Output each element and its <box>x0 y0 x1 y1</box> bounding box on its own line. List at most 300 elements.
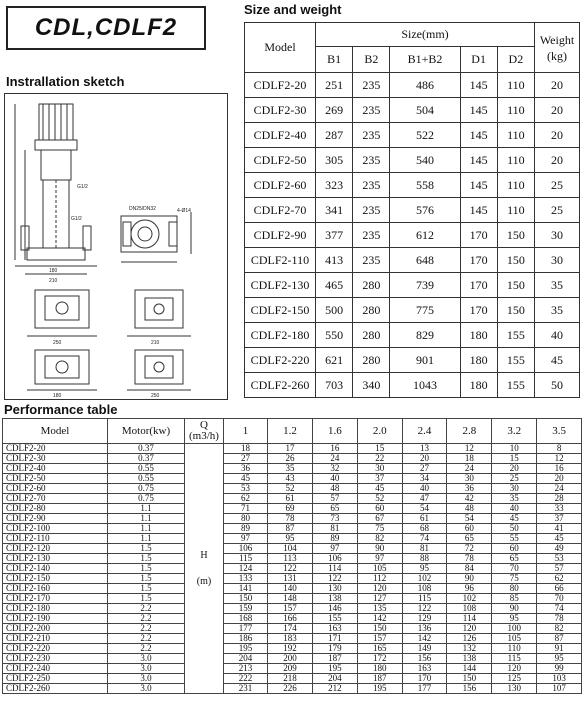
size-model-cell: CDLF2-180 <box>245 323 316 348</box>
flow-header-2: 1.6 <box>312 419 357 444</box>
perf-head-cell: 81 <box>402 544 447 554</box>
page-title-box <box>6 6 206 50</box>
perf-head-cell: 107 <box>537 684 582 694</box>
perf-head-cell: 40 <box>402 484 447 494</box>
perf-head-cell: 82 <box>537 624 582 634</box>
perf-head-cell: 180 <box>357 664 402 674</box>
size-value-cell: 558 <box>390 173 460 198</box>
perf-head-cell: 45 <box>492 514 537 524</box>
perf-head-cell: 45 <box>357 484 402 494</box>
flow-header-5: 2.8 <box>447 419 492 444</box>
perf-head-cell: 27 <box>224 454 268 464</box>
size-col-header: D2 <box>497 47 534 73</box>
size-col-header: B1 <box>316 47 353 73</box>
perf-head-cell: 18 <box>224 444 268 454</box>
size-value-cell: 145 <box>460 98 497 123</box>
perf-model-cell: CDLF2-120 <box>3 544 108 554</box>
perf-head-cell: 135 <box>357 604 402 614</box>
perf-head-cell: 172 <box>357 654 402 664</box>
perf-head-cell: 69 <box>268 504 313 514</box>
size-value-cell: 305 <box>316 148 353 173</box>
perf-head-cell: 50 <box>492 524 537 534</box>
perf-table-row <box>3 624 582 634</box>
perf-model-cell: CDLF2-200 <box>3 624 108 634</box>
perf-head-cell: 142 <box>357 614 402 624</box>
size-model-cell: CDLF2-20 <box>245 73 316 98</box>
size-weight-heading: Size and weight <box>244 2 342 17</box>
size-value-cell: 30 <box>535 223 580 248</box>
perf-head-cell: 95 <box>537 654 582 664</box>
perf-head-cell: 78 <box>268 514 313 524</box>
perf-table-row <box>3 444 582 454</box>
perf-head-cell: 20 <box>537 474 582 484</box>
perf-head-cell: 170 <box>402 674 447 684</box>
size-value-cell: 110 <box>497 173 534 198</box>
size-table-row <box>245 348 580 373</box>
perf-head-cell: 115 <box>492 654 537 664</box>
perf-motor-cell: 2.2 <box>108 624 185 634</box>
perf-head-cell: 90 <box>447 574 492 584</box>
perf-head-cell: 138 <box>312 594 357 604</box>
sketch-dim-5: 180 <box>53 393 62 399</box>
perf-head-cell: 33 <box>537 504 582 514</box>
size-value-cell: 323 <box>316 173 353 198</box>
size-value-cell: 235 <box>353 148 390 173</box>
perf-table-row <box>3 524 582 534</box>
perf-head-cell: 114 <box>312 564 357 574</box>
perf-model-cell: CDLF2-260 <box>3 684 108 694</box>
perf-head-cell: 91 <box>537 644 582 654</box>
perf-head-cell: 97 <box>224 534 268 544</box>
size-value-cell: 287 <box>316 123 353 148</box>
size-value-cell: 550 <box>316 323 353 348</box>
perf-table-row <box>3 554 582 564</box>
perf-motor-cell: 1.5 <box>108 594 185 604</box>
size-value-cell: 45 <box>535 348 580 373</box>
size-model-header: Model <box>245 23 316 73</box>
perf-head-cell: 115 <box>224 554 268 564</box>
perf-table-row <box>3 484 582 494</box>
perf-head-cell: 17 <box>268 444 313 454</box>
perf-motor-cell: 2.2 <box>108 634 185 644</box>
inlet-circle <box>131 220 159 248</box>
perf-head-cell: 141 <box>224 584 268 594</box>
perf-head-cell: 125 <box>492 674 537 684</box>
perf-head-cell: 120 <box>492 664 537 674</box>
perf-motor-cell: 1.5 <box>108 544 185 554</box>
perf-head-cell: 65 <box>447 534 492 544</box>
perf-head-cell: 104 <box>268 544 313 554</box>
sketch-label-d: 4-Ø14 <box>177 208 191 214</box>
perf-motor-cell: 2.2 <box>108 614 185 624</box>
perf-head-cell: 54 <box>447 514 492 524</box>
size-value-cell: 341 <box>316 198 353 223</box>
perf-head-cell: 60 <box>357 504 402 514</box>
perf-head-cell: 218 <box>268 674 313 684</box>
perf-head-cell: 171 <box>312 634 357 644</box>
perf-head-cell: 41 <box>537 524 582 534</box>
perf-head-cell: 209 <box>268 664 313 674</box>
size-value-cell: 500 <box>316 298 353 323</box>
perf-head-cell: 177 <box>224 624 268 634</box>
size-model-cell: CDLF2-40 <box>245 123 316 148</box>
perf-model-cell: CDLF2-170 <box>3 594 108 604</box>
size-model-cell: CDLF2-90 <box>245 223 316 248</box>
size-value-cell: 235 <box>353 98 390 123</box>
size-table-row <box>245 248 580 273</box>
size-value-cell: 621 <box>316 348 353 373</box>
perf-model-cell: CDLF2-40 <box>3 464 108 474</box>
flow-header-0: 1 <box>224 419 268 444</box>
perf-model-cell: CDLF2-210 <box>3 634 108 644</box>
perf-head-cell: 62 <box>224 494 268 504</box>
perf-head-cell: 60 <box>447 524 492 534</box>
perf-motor-cell: 0.55 <box>108 474 185 484</box>
size-table-row <box>245 148 580 173</box>
perf-head-cell: 127 <box>357 594 402 604</box>
perf-head-cell: 113 <box>268 554 313 564</box>
perf-model-cell: CDLF2-240 <box>3 664 108 674</box>
perf-head-cell: 122 <box>402 604 447 614</box>
size-value-cell: 180 <box>460 323 497 348</box>
sketch-label-c: DN25/DN32 <box>129 206 156 212</box>
perf-head-cell: 148 <box>268 594 313 604</box>
flow-header-6: 3.2 <box>492 419 537 444</box>
perf-head-cell: 87 <box>537 634 582 644</box>
size-value-cell: 145 <box>460 148 497 173</box>
perf-head-cell: 150 <box>357 624 402 634</box>
perf-model-cell: CDLF2-140 <box>3 564 108 574</box>
size-value-cell: 648 <box>390 248 460 273</box>
perf-head-cell: 75 <box>357 524 402 534</box>
size-value-cell: 340 <box>353 373 390 398</box>
perf-motor-cell: 0.75 <box>108 484 185 494</box>
size-table-row <box>245 223 580 248</box>
perf-head-cell: 174 <box>268 624 313 634</box>
perf-motor-cell: 3.0 <box>108 684 185 694</box>
flow-header-4: 2.4 <box>402 419 447 444</box>
perf-head-cell: 168 <box>224 614 268 624</box>
size-model-cell: CDLF2-30 <box>245 98 316 123</box>
perf-head-cell: 82 <box>357 534 402 544</box>
perf-model-header: Model <box>3 419 108 444</box>
installation-heading: Instrallation sketch <box>6 74 125 89</box>
perf-head-cell: 62 <box>537 574 582 584</box>
perf-head-cell: 35 <box>268 464 313 474</box>
perf-head-cell: 122 <box>268 564 313 574</box>
size-value-cell: 110 <box>497 148 534 173</box>
size-mm-header: Size(mm) <box>316 23 535 47</box>
perf-head-cell: 130 <box>312 584 357 594</box>
size-model-cell: CDLF2-70 <box>245 198 316 223</box>
perf-head-cell: 213 <box>224 664 268 674</box>
perf-head-cell: 122 <box>312 574 357 584</box>
perf-head-cell: 120 <box>447 624 492 634</box>
perf-head-cell: 88 <box>402 554 447 564</box>
perf-head-cell: 146 <box>312 604 357 614</box>
perf-head-cell: 47 <box>402 494 447 504</box>
perf-motor-cell: 1.5 <box>108 584 185 594</box>
size-value-cell: 20 <box>535 123 580 148</box>
size-value-cell: 170 <box>460 273 497 298</box>
sketch-dim-1: 180 <box>49 268 58 274</box>
perf-head-cell: 70 <box>492 564 537 574</box>
size-table-row <box>245 173 580 198</box>
perf-head-cell: 37 <box>537 514 582 524</box>
size-value-cell: 35 <box>535 273 580 298</box>
size-value-cell: 145 <box>460 198 497 223</box>
perf-head-cell: 150 <box>224 594 268 604</box>
perf-head-cell: 15 <box>492 454 537 464</box>
perf-head-cell: 12 <box>537 454 582 464</box>
perf-head-cell: 155 <box>312 614 357 624</box>
perf-head-cell: 163 <box>402 664 447 674</box>
perf-head-cell: 30 <box>447 474 492 484</box>
perf-head-cell: 187 <box>312 654 357 664</box>
perf-head-cell: 142 <box>402 634 447 644</box>
perf-head-cell: 30 <box>492 484 537 494</box>
size-table-row <box>245 98 580 123</box>
perf-head-cell: 68 <box>402 524 447 534</box>
perf-head-cell: 60 <box>492 544 537 554</box>
perf-table-row <box>3 664 582 674</box>
sketch-dim-3: 250 <box>53 340 62 346</box>
perf-head-cell: 129 <box>402 614 447 624</box>
perf-head-cell: 231 <box>224 684 268 694</box>
perf-model-cell: CDLF2-250 <box>3 674 108 684</box>
perf-model-cell: CDLF2-180 <box>3 604 108 614</box>
perf-head-cell: 212 <box>312 684 357 694</box>
perf-head-cell: 42 <box>447 494 492 504</box>
perf-motor-cell: 0.37 <box>108 454 185 464</box>
perf-head-cell: 20 <box>402 454 447 464</box>
perf-head-cell: 43 <box>268 474 313 484</box>
size-value-cell: 504 <box>390 98 460 123</box>
perf-head-cell: 95 <box>492 614 537 624</box>
perf-motor-cell: 1.1 <box>108 524 185 534</box>
perf-head-cell: 36 <box>224 464 268 474</box>
perf-model-cell: CDLF2-60 <box>3 484 108 494</box>
perf-head-cell: 35 <box>492 494 537 504</box>
perf-head-cell: 157 <box>268 604 313 614</box>
perf-head-cell: 57 <box>312 494 357 504</box>
size-value-cell: 413 <box>316 248 353 273</box>
size-value-cell: 30 <box>535 248 580 273</box>
perf-table-row <box>3 594 582 604</box>
perf-motor-cell: 2.2 <box>108 644 185 654</box>
perf-head-cell: 81 <box>312 524 357 534</box>
perf-model-cell: CDLF2-220 <box>3 644 108 654</box>
size-value-cell: 150 <box>497 248 534 273</box>
head-label: H <box>200 550 208 561</box>
weight-header-label: Weight <box>539 32 575 47</box>
perf-q-label: Q <box>200 419 208 431</box>
perf-head-cell: 28 <box>537 494 582 504</box>
perf-head-cell: 25 <box>492 474 537 484</box>
perf-head-cell: 108 <box>447 604 492 614</box>
perf-table-row <box>3 644 582 654</box>
size-value-cell: 251 <box>316 73 353 98</box>
perf-head-cell: 187 <box>357 674 402 684</box>
size-table-row <box>245 198 580 223</box>
perf-head-cell: 106 <box>312 554 357 564</box>
pump-drawing <box>5 94 227 399</box>
perf-table-row <box>3 494 582 504</box>
perf-head-cell: 36 <box>447 484 492 494</box>
size-table-row <box>245 373 580 398</box>
perf-model-cell: CDLF2-100 <box>3 524 108 534</box>
perf-table-row <box>3 534 582 544</box>
size-value-cell: 110 <box>497 73 534 98</box>
perf-motor-cell: 1.1 <box>108 534 185 544</box>
perf-model-cell: CDLF2-90 <box>3 514 108 524</box>
perf-head-cell: 159 <box>224 604 268 614</box>
weight-header-unit: (kg) <box>547 48 567 63</box>
perf-head-cell: 78 <box>447 554 492 564</box>
size-value-cell: 170 <box>460 223 497 248</box>
size-value-cell: 35 <box>535 298 580 323</box>
perf-table-row <box>3 604 582 614</box>
perf-head-cell: 87 <box>268 524 313 534</box>
perf-head-cell: 52 <box>268 484 313 494</box>
perf-head-cell: 24 <box>537 484 582 494</box>
perf-head-cell: 89 <box>312 534 357 544</box>
size-value-cell: 155 <box>497 348 534 373</box>
perf-head-cell: 34 <box>402 474 447 484</box>
size-value-cell: 20 <box>535 98 580 123</box>
perf-head-cell: 80 <box>492 584 537 594</box>
perf-table-row <box>3 634 582 644</box>
perf-head-cell: 165 <box>357 644 402 654</box>
perf-table-row <box>3 454 582 464</box>
perf-head-cell: 75 <box>492 574 537 584</box>
perf-head-cell: 99 <box>537 664 582 674</box>
perf-table-row <box>3 474 582 484</box>
size-value-cell: 612 <box>390 223 460 248</box>
perf-head-cell: 48 <box>312 484 357 494</box>
sketch-dim-2: 210 <box>49 278 58 284</box>
perf-head-cell: 48 <box>447 504 492 514</box>
perf-head-cell: 30 <box>357 464 402 474</box>
perf-motor-cell: 1.5 <box>108 564 185 574</box>
size-value-cell: 180 <box>460 373 497 398</box>
size-table-row <box>245 273 580 298</box>
perf-head-cell: 102 <box>447 594 492 604</box>
sketch-dim-4: 210 <box>151 340 160 346</box>
size-value-cell: 280 <box>353 298 390 323</box>
perf-head-cell: 61 <box>402 514 447 524</box>
perf-head-cell: 138 <box>447 654 492 664</box>
perf-head-cell: 150 <box>447 674 492 684</box>
size-value-cell: 829 <box>390 323 460 348</box>
size-col-header: B1+B2 <box>390 47 460 73</box>
size-value-cell: 486 <box>390 73 460 98</box>
size-table-row <box>245 123 580 148</box>
perf-head-cell: 130 <box>492 684 537 694</box>
size-value-cell: 280 <box>353 323 390 348</box>
size-model-cell: CDLF2-130 <box>245 273 316 298</box>
perf-head-cell: 37 <box>357 474 402 484</box>
perf-head-cell: 74 <box>402 534 447 544</box>
perf-table-row <box>3 654 582 664</box>
perf-head-cell: 149 <box>402 644 447 654</box>
perf-motor-cell: 1.1 <box>108 504 185 514</box>
perf-head-cell: 95 <box>402 564 447 574</box>
perf-head-cell: 10 <box>492 444 537 454</box>
perf-motor-cell: 0.37 <box>108 444 185 454</box>
perf-head-cell: 105 <box>357 564 402 574</box>
perf-head-cell: 40 <box>312 474 357 484</box>
size-value-cell: 110 <box>497 123 534 148</box>
perf-head-cell: 90 <box>492 604 537 614</box>
perf-head-cell: 61 <box>268 494 313 504</box>
perf-head-cell: 105 <box>492 634 537 644</box>
size-value-cell: 110 <box>497 98 534 123</box>
perf-head-cell: 140 <box>268 584 313 594</box>
size-value-cell: 20 <box>535 148 580 173</box>
perf-model-cell: CDLF2-130 <box>3 554 108 564</box>
perf-head-cell: 186 <box>224 634 268 644</box>
perf-head-cell: 106 <box>224 544 268 554</box>
perf-motor-cell: 1.1 <box>108 514 185 524</box>
perf-head-cell: 163 <box>312 624 357 634</box>
size-value-cell: 1043 <box>390 373 460 398</box>
size-value-cell: 235 <box>353 248 390 273</box>
perf-model-cell: CDLF2-20 <box>3 444 108 454</box>
size-weight-table <box>244 22 580 398</box>
perf-head-cell: 195 <box>357 684 402 694</box>
perf-head-cell: 192 <box>268 644 313 654</box>
perf-head-cell: 120 <box>357 584 402 594</box>
size-value-cell: 20 <box>535 73 580 98</box>
size-value-cell: 180 <box>460 348 497 373</box>
size-value-cell: 775 <box>390 298 460 323</box>
perf-head-cell: 96 <box>447 584 492 594</box>
size-value-cell: 155 <box>497 323 534 348</box>
perf-table-row <box>3 504 582 514</box>
size-value-cell: 170 <box>460 248 497 273</box>
perf-motor-cell: 0.75 <box>108 494 185 504</box>
perf-head-cell: 27 <box>402 464 447 474</box>
perf-head-cell: 74 <box>537 604 582 614</box>
perf-head-cell: 52 <box>357 494 402 504</box>
perf-head-cell: 16 <box>537 464 582 474</box>
size-value-cell: 145 <box>460 123 497 148</box>
size-value-cell: 280 <box>353 273 390 298</box>
size-model-cell: CDLF2-60 <box>245 173 316 198</box>
size-value-cell: 465 <box>316 273 353 298</box>
size-value-cell: 145 <box>460 173 497 198</box>
perf-table-row <box>3 564 582 574</box>
size-model-cell: CDLF2-260 <box>245 373 316 398</box>
perf-head-cell: 226 <box>268 684 313 694</box>
perf-motor-cell: 2.2 <box>108 604 185 614</box>
perf-head-cell: 40 <box>492 504 537 514</box>
perf-head-cell: 200 <box>268 654 313 664</box>
size-table-row <box>245 323 580 348</box>
perf-head-cell: 45 <box>537 534 582 544</box>
perf-head-cell: 53 <box>224 484 268 494</box>
perf-head-cell: 72 <box>447 544 492 554</box>
size-value-cell: 235 <box>353 123 390 148</box>
size-value-cell: 703 <box>316 373 353 398</box>
perf-model-cell: CDLF2-190 <box>3 614 108 624</box>
perf-table-row <box>3 464 582 474</box>
perf-model-cell: CDLF2-80 <box>3 504 108 514</box>
perf-head-cell: 18 <box>447 454 492 464</box>
size-value-cell: 901 <box>390 348 460 373</box>
perf-table-row <box>3 674 582 684</box>
